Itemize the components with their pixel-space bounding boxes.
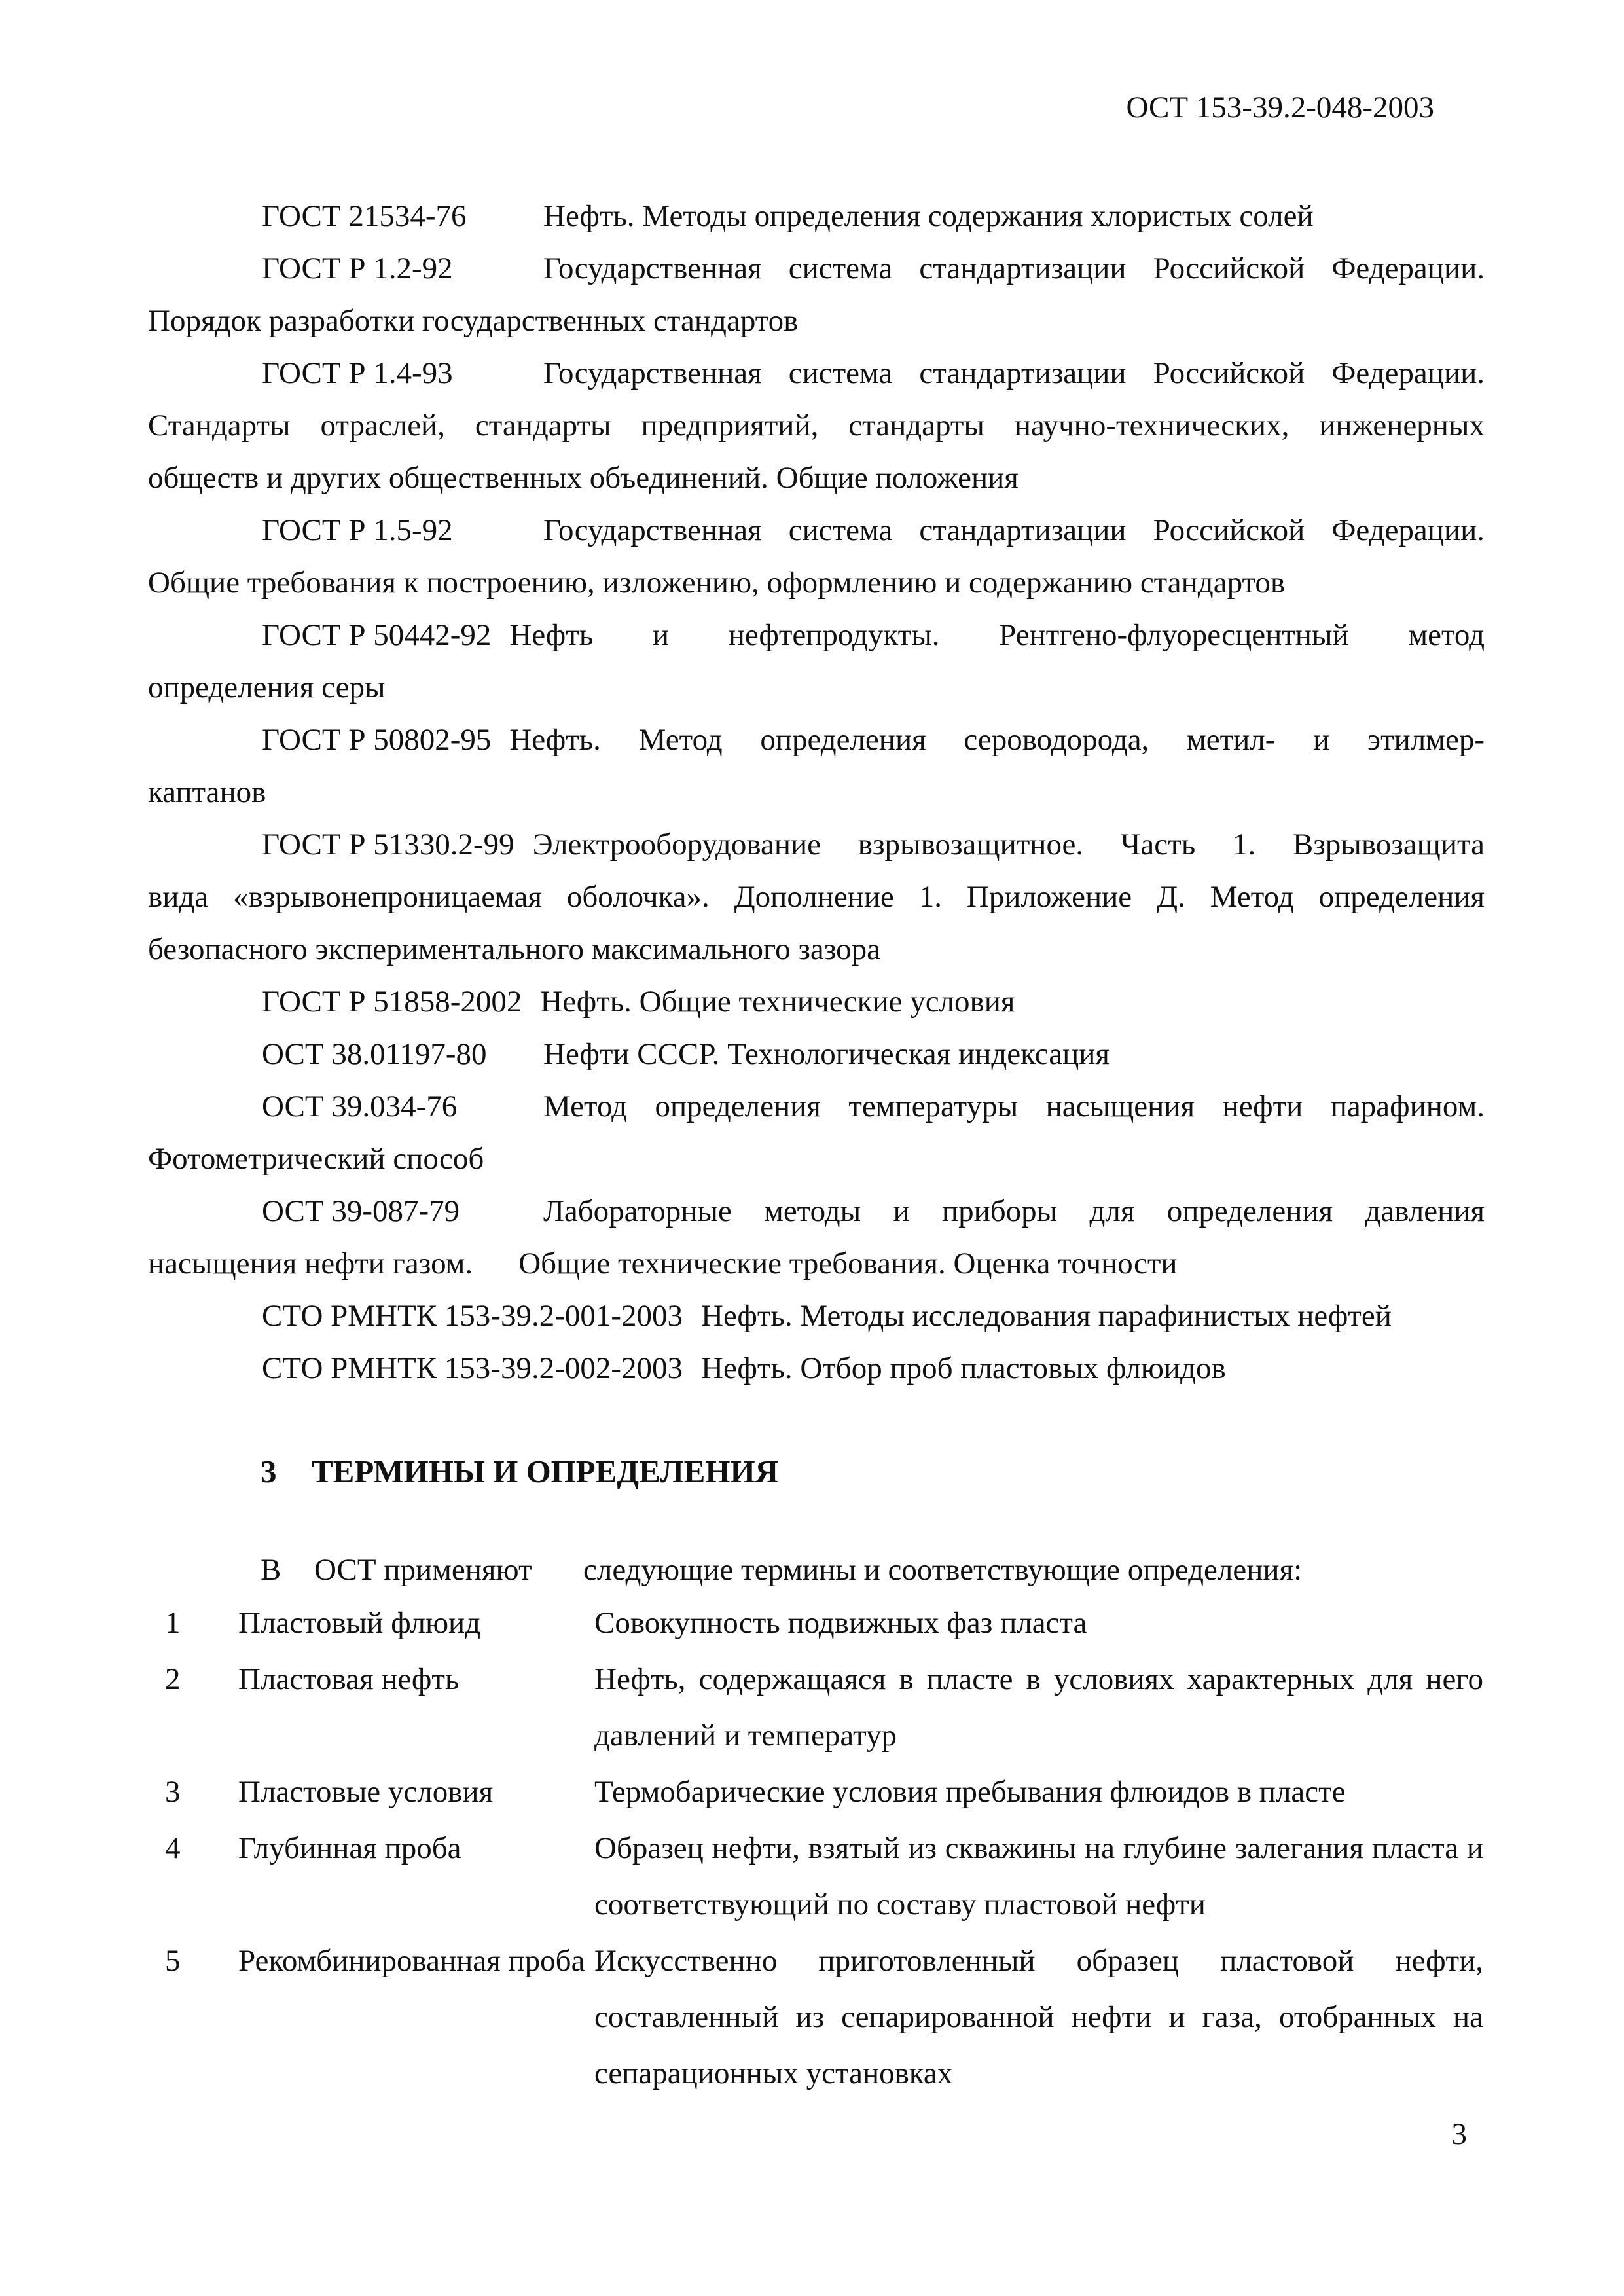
term-name: Глубинная проба: [238, 1831, 461, 1865]
reference-code: СТО РМНТК 153-39.2-001-2003: [262, 1299, 683, 1333]
reference-code: ОСТ 39-087-79: [262, 1194, 460, 1228]
reference-code: ГОСТ 21534-76: [262, 199, 467, 233]
reference-code: ГОСТ Р 50802-95: [262, 723, 492, 757]
reference-code: ОСТ 38.01197-80: [262, 1037, 487, 1071]
reference-item: [148, 609, 1485, 714]
section-heading: [261, 1452, 778, 1491]
reference-title: Нефть и нефтепродукты. Рентгено-флуоресцентный метод: [509, 618, 1485, 652]
terms-table: [148, 1595, 1483, 2102]
term-row: [148, 1820, 1483, 1933]
term-name: Пластовые условия: [238, 1775, 494, 1809]
reference-title-continued: вида «взрывонепроницаемая оболочка». Дополнение 1. Приложение Д. Метод определения: [148, 880, 1485, 914]
normative-references: [148, 190, 1485, 1394]
page-number: 3: [1451, 2117, 1467, 2151]
reference-title: Лабораторные методы и приборы для определения давления: [543, 1194, 1485, 1228]
term-number: 3: [165, 1775, 181, 1809]
term-name: Пластовый флюид: [238, 1606, 481, 1640]
reference-title-continued: Порядок разработки государственных стандартов: [148, 304, 799, 338]
reference-item: [148, 242, 1485, 347]
reference-item: [148, 190, 1485, 242]
reference-item: [148, 1185, 1485, 1290]
intro-rest: следующие термины и соответствующие определения:: [583, 1553, 1303, 1587]
reference-title-continued: насыщения нефти газом.: [148, 1247, 473, 1281]
reference-item: [148, 975, 1485, 1028]
reference-code: ГОСТ Р 51858-2002: [262, 985, 522, 1019]
reference-item: [148, 504, 1485, 609]
reference-title: Государственная система стандартизации Российской Федерации.: [543, 251, 1485, 285]
reference-code: ГОСТ Р 51330.2-99: [262, 828, 514, 862]
term-row: [148, 1595, 1483, 1651]
term-number: 5: [165, 1944, 181, 1978]
term-definition: Образец нефти, взятый из скважины на глубине залегания пласта и соответствующий по составу пластовой нефти: [594, 1831, 1483, 1922]
reference-title-continued: обществ и других общественных объединений. Общие положения: [148, 461, 1019, 495]
reference-title: Электрооборудование взрывозащитное. Часть 1. Взрывозащита: [532, 828, 1485, 862]
term-definition: Совокупность подвижных фаз пласта: [594, 1606, 1087, 1640]
term-number: 4: [165, 1831, 181, 1865]
reference-item: [148, 1028, 1485, 1080]
reference-title: Нефти СССР. Технологическая индексация: [543, 1037, 1110, 1071]
section-title: ТЕРМИНЫ И ОПРЕДЕЛЕНИЯ: [312, 1453, 778, 1489]
reference-title: Нефть. Отбор проб пластовых флюидов: [701, 1351, 1226, 1385]
reference-title: Нефть. Методы определения содержания хлористых солей: [543, 199, 1314, 233]
reference-code: ГОСТ Р 1.2-92: [262, 251, 453, 285]
term-row: [148, 1651, 1483, 1764]
reference-title-continued: каптанов: [148, 775, 266, 809]
reference-title: Государственная система стандартизации Российской Федерации.: [543, 513, 1485, 547]
term-definition: Искусственно приготовленный образец пластовой нефти, составленный из сепарированной нефти и газа, отобранных на сепарационных установках: [594, 1944, 1483, 2090]
term-number: 1: [165, 1606, 181, 1640]
reference-title: Нефть. Общие технические условия: [540, 985, 1015, 1019]
reference-title: Метод определения температуры насыщения нефти парафином.: [543, 1089, 1485, 1123]
reference-title-continued: определения серы: [148, 670, 386, 704]
reference-title: Нефть. Методы исследования парафинистых нефтей: [701, 1299, 1392, 1333]
reference-item: [148, 1080, 1485, 1185]
intro-phrase: ОСТ применяют: [314, 1553, 532, 1587]
page-header-doc-code: ОСТ 153-39.2-048-2003: [1126, 90, 1434, 124]
reference-title-continued: Стандарты отраслей, стандарты предприятий, стандарты научно-технических, инженерных: [148, 409, 1485, 443]
reference-code: ОСТ 39.034-76: [262, 1089, 458, 1123]
reference-item: [148, 818, 1485, 975]
reference-item: [148, 714, 1485, 818]
reference-code: ГОСТ Р 1.5-92: [262, 513, 453, 547]
term-definition: Термобарические условия пребывания флюидов в пласте: [594, 1775, 1346, 1809]
term-definition: Нефть, содержащаяся в пласте в условиях характерных для него давлений и температур: [594, 1662, 1483, 1753]
term-name: Пластовая нефть: [238, 1662, 460, 1696]
reference-item: [148, 1342, 1485, 1394]
reference-code: ГОСТ Р 50442-92: [262, 618, 492, 652]
reference-title-continued: Фотометрический способ: [148, 1142, 484, 1176]
term-number: 2: [165, 1662, 181, 1696]
reference-title-continued: Общие технические требования. Оценка точности: [518, 1247, 1178, 1281]
section-number: 3: [261, 1453, 277, 1489]
reference-title-continued: Общие требования к построению, изложению, оформлению и содержанию стандартов: [148, 566, 1286, 600]
reference-item: [148, 347, 1485, 504]
terms-intro: [261, 1544, 1302, 1596]
term-name: Рекомбинированная проба: [238, 1944, 585, 1978]
reference-title-continued: безопасного экспериментального максимального зазора: [148, 932, 880, 966]
term-row: [148, 1933, 1483, 2102]
reference-code: ГОСТ Р 1.4-93: [262, 356, 453, 390]
term-row: [148, 1764, 1483, 1820]
reference-title: Государственная система стандартизации Российской Федерации.: [543, 356, 1485, 390]
intro-word: В: [261, 1553, 281, 1587]
reference-item: [148, 1290, 1485, 1342]
reference-code: СТО РМНТК 153-39.2-002-2003: [262, 1351, 683, 1385]
reference-title: Нефть. Метод определения сероводорода, метил- и этилмер-: [509, 723, 1485, 757]
